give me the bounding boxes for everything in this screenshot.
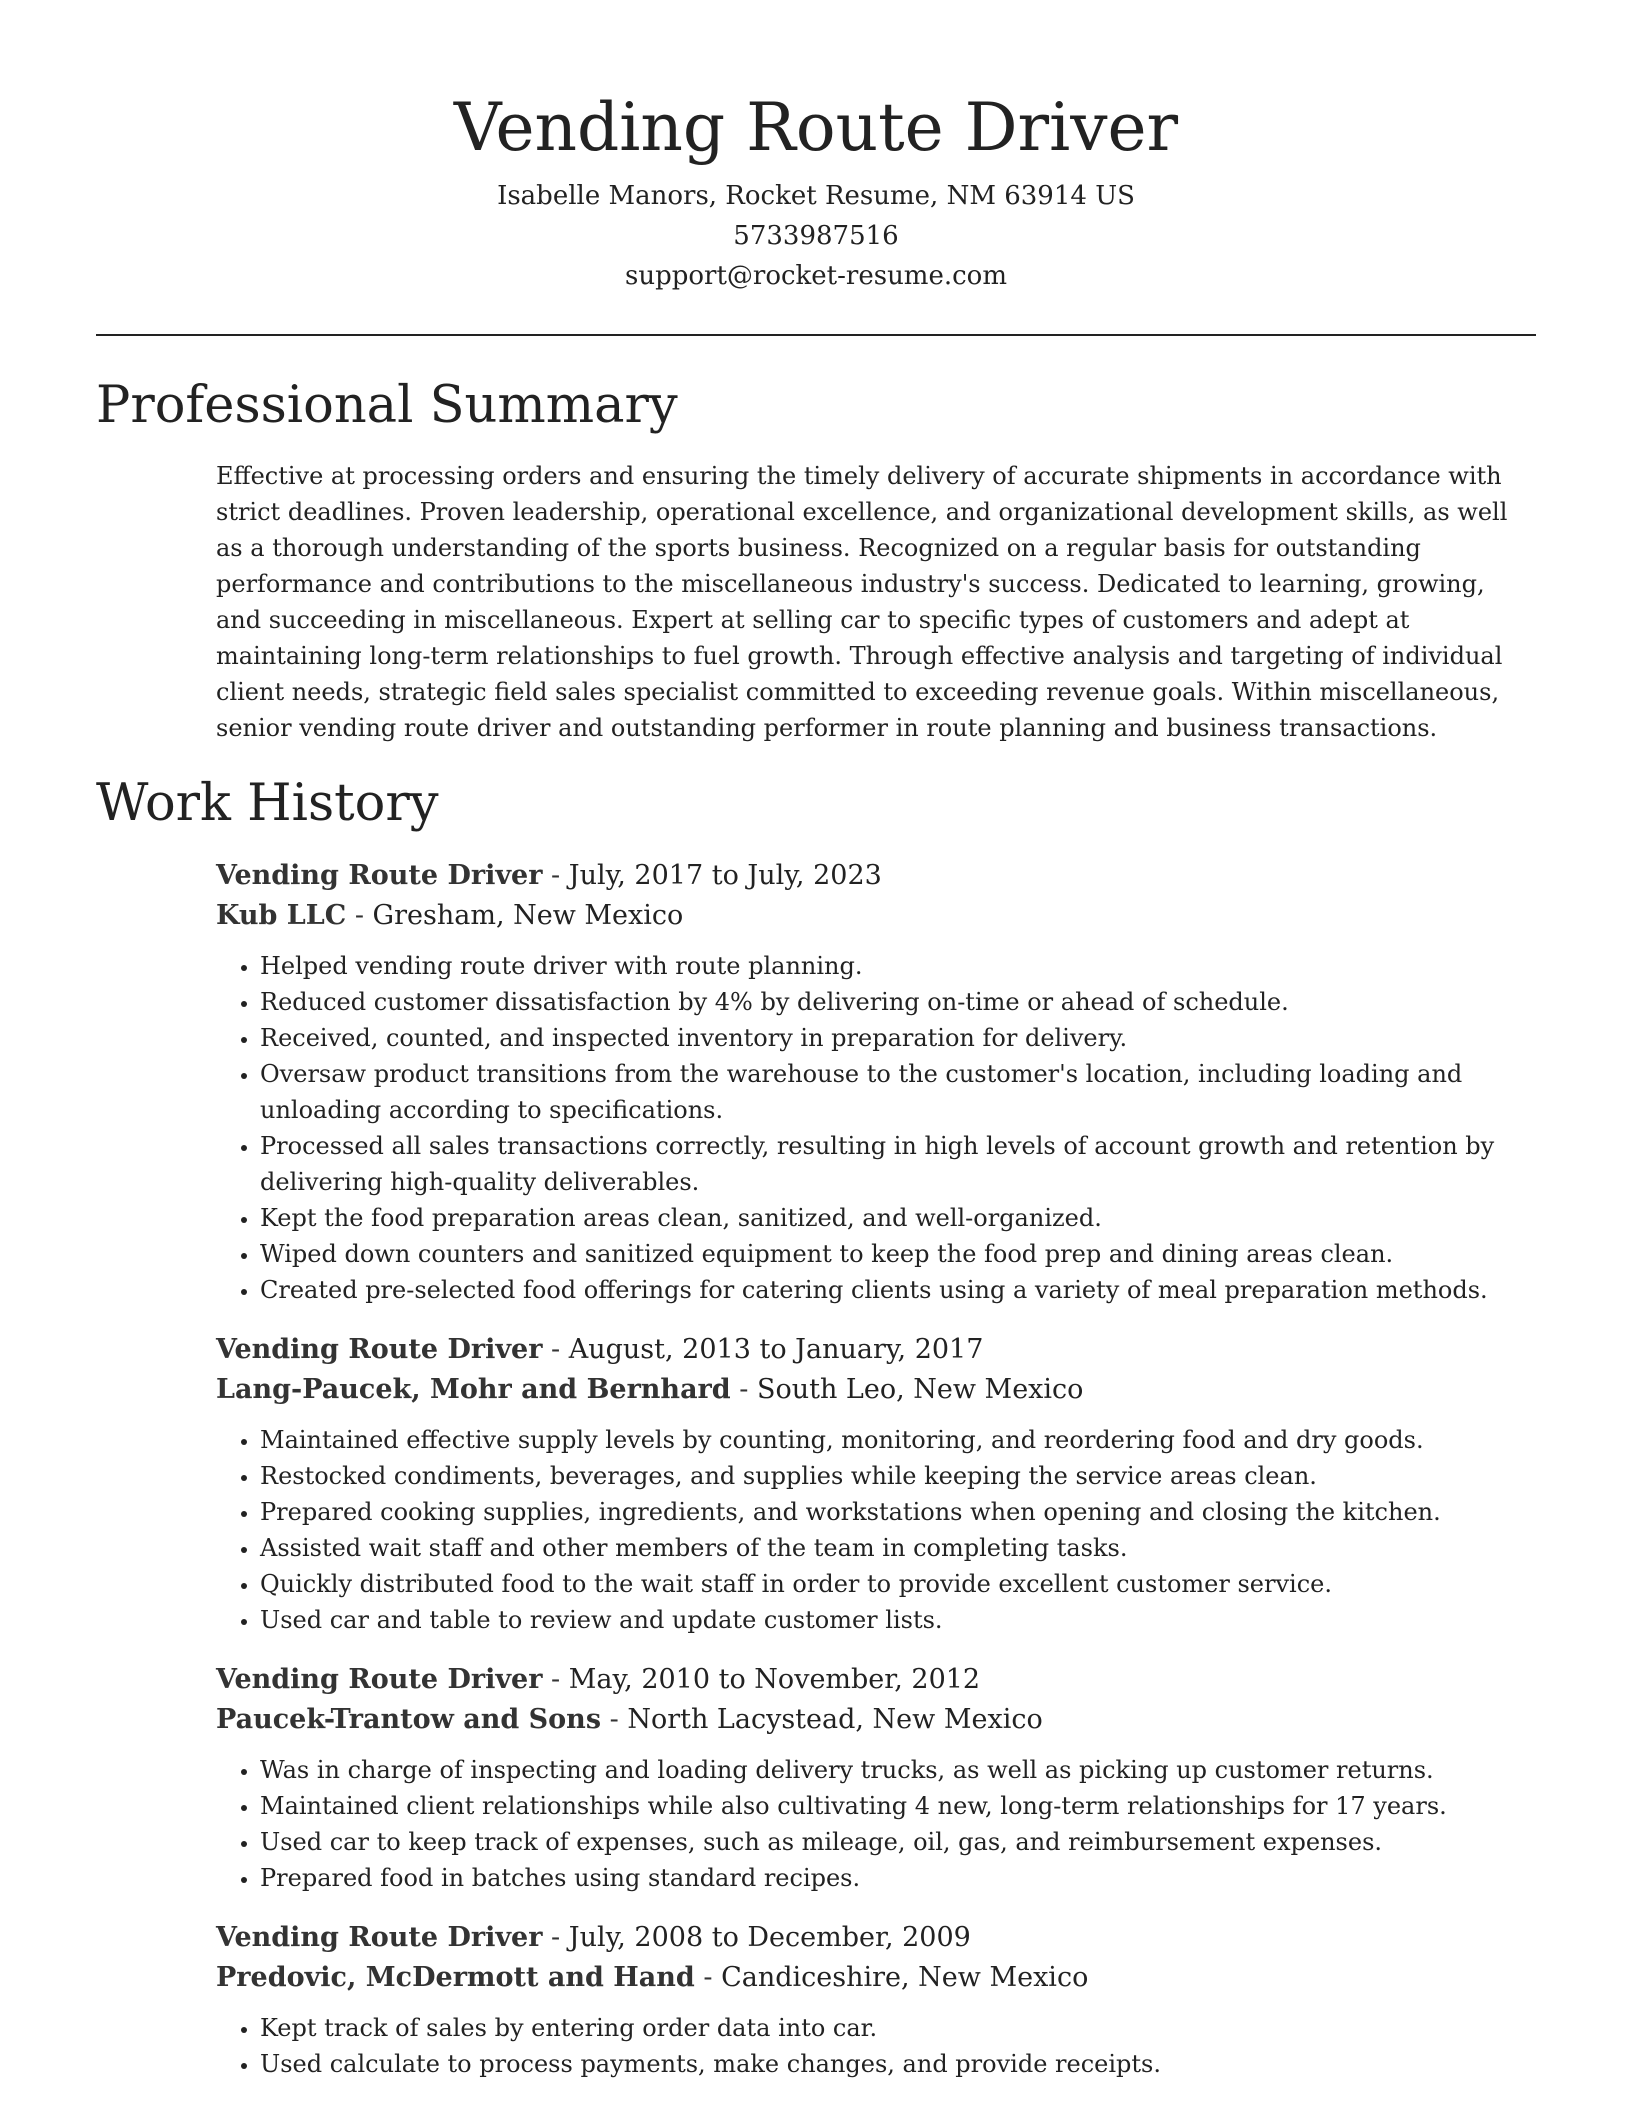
list-item: • Prepared cooking supplies, ingredients, and workstations when opening and closing the kitchen.: [260, 1494, 1536, 1530]
contact-email: support@rocket-resume.com: [624, 261, 1007, 291]
job-company-line: Kub LLC - Gresham, New Mexico: [216, 900, 684, 931]
job-company: Lang-Paucek, Mohr and Bernhard: [216, 1374, 731, 1405]
header-divider: [96, 334, 1536, 336]
job-dates: May, 2010 to November, 2012: [568, 1664, 981, 1695]
list-item: • Kept track of sales by entering order data into car.: [260, 2010, 1536, 2046]
work-history-section: [96, 772, 1536, 2082]
job-title: Vending Route Driver: [216, 1922, 543, 1953]
job-company-line: Lang-Paucek, Mohr and Bernhard - South Leo, New Mexico: [216, 1374, 1084, 1405]
list-item: • Processed all sales transactions correctly, resulting in high levels of account growth and retention by delivering high-quality deliverables.: [260, 1128, 1536, 1200]
job-title-line: Vending Route Driver - August, 2013 to January, 2017: [216, 1334, 984, 1365]
job-bullets: [216, 2010, 1536, 2082]
list-item: • Created pre-selected food offerings for catering clients using a variety of meal preparation methods.: [260, 1272, 1536, 1308]
job-entry: [216, 1660, 1536, 1896]
job-list: [216, 856, 1536, 2082]
job-company: Predovic, McDermott and Hand: [216, 1962, 695, 1993]
job-location: North Lacystead, New Mexico: [627, 1704, 1043, 1735]
list-item: • Restocked condiments, beverages, and supplies while keeping the service areas clean.: [260, 1458, 1536, 1494]
job-title-line: Vending Route Driver - July, 2008 to December, 2009: [216, 1922, 971, 1953]
job-entry: [216, 1330, 1536, 1638]
list-item: • Oversaw product transitions from the warehouse to the customer's location, including loading and unloading according to specifications.: [260, 1056, 1536, 1128]
job-title-line: Vending Route Driver - July, 2017 to July, 2023: [216, 860, 882, 891]
job-title: Vending Route Driver: [216, 1334, 543, 1365]
list-item: • Wiped down counters and sanitized equipment to keep the food prep and dining areas clean.: [260, 1236, 1536, 1272]
list-item: • Maintained effective supply levels by counting, monitoring, and reordering food and dry goods.: [260, 1422, 1536, 1458]
list-item: • Maintained client relationships while also cultivating 4 new, long-term relationships for 17 years.: [260, 1788, 1536, 1824]
job-location: Candiceshire, New Mexico: [721, 1962, 1089, 1993]
list-item: • Helped vending route driver with route planning.: [260, 948, 1536, 984]
list-item: • Used car to keep track of expenses, such as mileage, oil, gas, and reimbursement expenses.: [260, 1824, 1536, 1860]
contact-address: Isabelle Manors, Rocket Resume, NM 63914 US: [497, 181, 1135, 211]
contact-phone: 5733987516: [733, 221, 899, 251]
job-entry: [216, 1918, 1536, 2082]
job-bullets: [216, 1752, 1536, 1896]
job-entry: [216, 856, 1536, 1308]
list-item: • Prepared food in batches using standard recipes.: [260, 1860, 1536, 1896]
summary-text: Effective at processing orders and ensuring the timely delivery of accurate shipments in accordance with strict deadlines. Proven leadership, operational excellence, and organizational development skills, as well as a thorough understanding of the sports business. Recognized on a regular basis for outstanding performance and contributions to the miscellaneous industry's success. Dedicated to learning, growing, and succeeding in miscellaneous. Expert at selling car to specific types of customers and adept at maintaining long-term relationships to fuel growth. Through effective analysis and targeting of individual client needs, strategic field sales specialist committed to exceeding revenue goals. Within miscellaneous, senior vending route driver and outstanding performer in route planning and business transactions.: [216, 462, 1508, 742]
list-item: • Used calculate to process payments, make changes, and provide receipts.: [260, 2046, 1536, 2082]
job-location: Gresham, New Mexico: [372, 900, 684, 931]
job-title: Vending Route Driver: [216, 1664, 543, 1695]
list-item: • Was in charge of inspecting and loading delivery trucks, as well as picking up customer returns.: [260, 1752, 1536, 1788]
resume-header: [96, 0, 1536, 296]
list-item: • Reduced customer dissatisfaction by 4% by delivering on-time or ahead of schedule.: [260, 984, 1536, 1020]
job-title: Vending Route Driver: [216, 860, 543, 891]
list-item: • Quickly distributed food to the wait staff in order to provide excellent customer service.: [260, 1566, 1536, 1602]
list-item: • Assisted wait staff and other members of the team in completing tasks.: [260, 1530, 1536, 1566]
job-company-line: Paucek-Trantow and Sons - North Lacystead, New Mexico: [216, 1704, 1043, 1735]
list-item: • Used car and table to review and update customer lists.: [260, 1602, 1536, 1638]
list-item: • Received, counted, and inspected inventory in preparation for delivery.: [260, 1020, 1536, 1056]
work-history-heading: Work History: [96, 774, 439, 833]
job-company: Kub LLC: [216, 900, 347, 931]
job-dates: July, 2017 to July, 2023: [568, 860, 882, 891]
summary-heading: Professional Summary: [96, 376, 678, 435]
contact-info: [96, 176, 1536, 296]
list-item: • Kept the food preparation areas clean, sanitized, and well-organized.: [260, 1200, 1536, 1236]
job-dates: July, 2008 to December, 2009: [568, 1922, 971, 1953]
job-bullets: [216, 948, 1536, 1308]
job-title-line: Vending Route Driver - May, 2010 to November, 2012: [216, 1664, 981, 1695]
job-company: Paucek-Trantow and Sons: [216, 1704, 602, 1735]
job-dates: August, 2013 to January, 2017: [568, 1334, 984, 1365]
job-location: South Leo, New Mexico: [756, 1374, 1084, 1405]
job-company-line: Predovic, McDermott and Hand - Candiceshire, New Mexico: [216, 1962, 1089, 1993]
page-title: Vending Route Driver: [453, 89, 1179, 166]
job-bullets: [216, 1422, 1536, 1638]
summary-section: [96, 374, 1536, 746]
